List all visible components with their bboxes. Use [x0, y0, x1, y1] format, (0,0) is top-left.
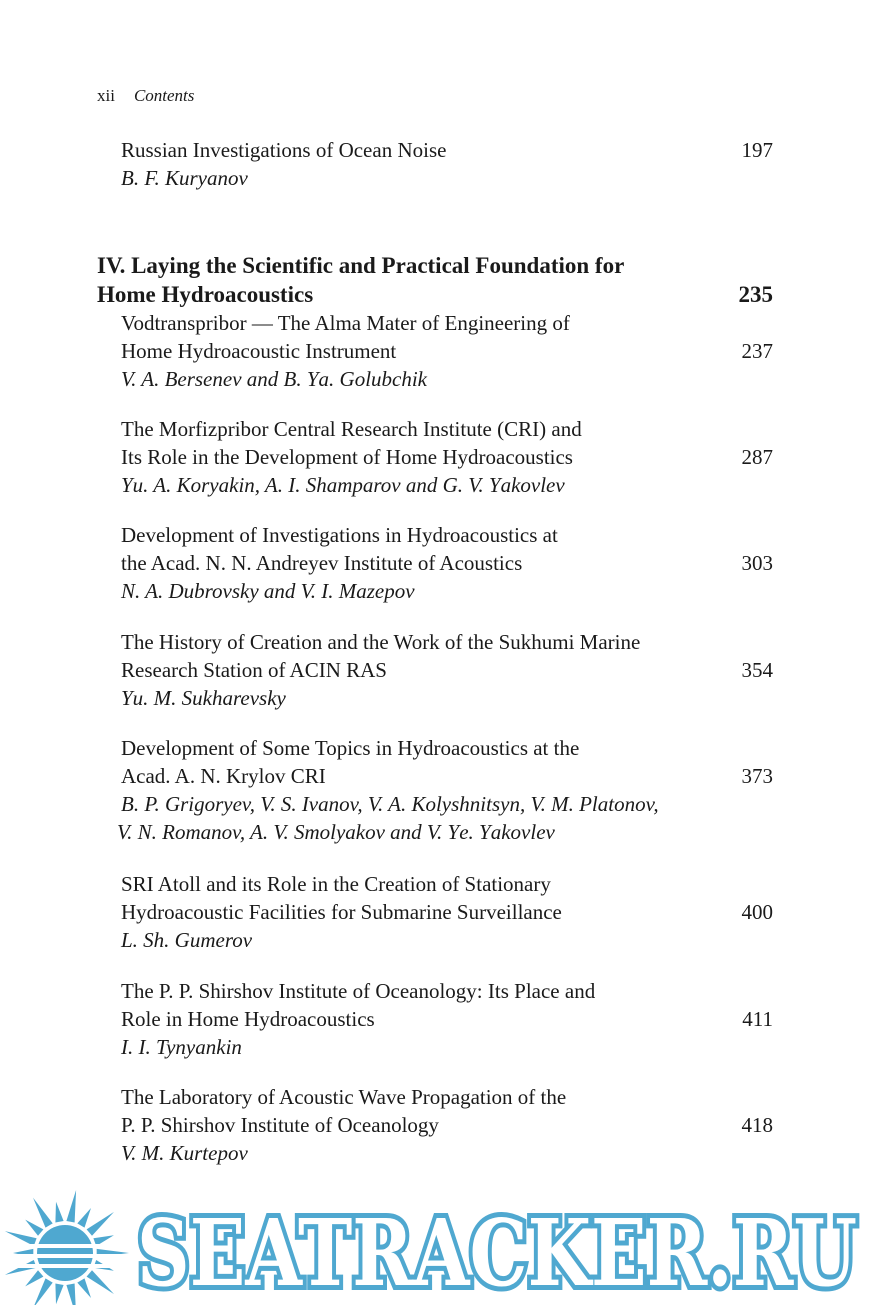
toc-entry-title-line: [121, 1083, 773, 1111]
toc-entry-authors: L. Sh. Gumerov: [121, 928, 253, 952]
toc-entry-title: Development of Investigations in Hydroacoustics at: [121, 523, 558, 547]
toc-entry[interactable]: [121, 1083, 773, 1167]
toc-entry-title-line: [121, 337, 773, 365]
toc-entry-title: The Morfizpribor Central Research Institute (CRI) and: [121, 417, 582, 441]
toc-entry-authors: B. P. Grigoryev, V. S. Ivanov, V. A. Kolyshnitsyn, V. M. Platonov,: [121, 792, 659, 816]
section-heading[interactable]: [97, 251, 773, 309]
toc-entry-page: 411: [742, 1007, 773, 1031]
running-title: Contents: [133, 86, 195, 105]
toc-entry-title: The Laboratory of Acoustic Wave Propagation of the: [121, 1085, 567, 1109]
toc-entry-title: The History of Creation and the Work of the Sukhumi Marine: [121, 630, 641, 654]
toc-entry-title: Acad. A. N. Krylov CRI: [121, 764, 326, 788]
toc-entry-title-line: [121, 656, 773, 684]
section-title-line: [97, 280, 773, 309]
toc-entry-authors: V. A. Bersenev and B. Υa. Golubchik: [121, 367, 428, 391]
toc-entry-page: 303: [741, 551, 773, 575]
sun-ray: [5, 1231, 37, 1246]
toc-entry-title: The P. P. Shirshov Institute of Oceanology: Its Place and: [121, 979, 596, 1003]
toc-entry-title: the Acad. N. N. Andreyev Institute of Acoustics: [121, 551, 523, 575]
toc-entry-title-line: [121, 521, 773, 549]
toc-entry-authors: I. I. Tynyankin: [121, 1035, 242, 1059]
toc-entry-page: 418: [741, 1113, 773, 1137]
toc-entry-authors: V. N. Romanov, A. V. Smolyakov and V. Υe. Υakovlev: [117, 820, 555, 844]
watermark-graphic: [0, 1175, 870, 1305]
toc-entry-title-line: [121, 549, 773, 577]
toc-entry-title: Research Station of ACIN RAS: [121, 658, 387, 682]
toc-entry-title: Home Hydroacoustic Instrument: [121, 339, 397, 363]
sun-ray: [25, 1220, 43, 1236]
sun-ray: [77, 1278, 91, 1298]
watermark-text: SEATRACKER.RU: [137, 1199, 857, 1305]
toc-entry-title: Role in Home Hydroacoustics: [121, 1007, 375, 1031]
watermark: [0, 1175, 870, 1305]
toc-entry-page: 400: [741, 900, 773, 924]
toc-entry-page: 373: [741, 764, 773, 788]
toc-entry-authors: N. A. Dubrovsky and V. I. Mazepov: [121, 579, 415, 603]
toc-entry-title-line: [121, 762, 773, 790]
toc-entry-title-line: [121, 309, 773, 337]
toc-entry-title-line: [121, 977, 773, 1005]
sun-ray: [66, 1284, 76, 1306]
toc-entry-authors: V. M. Kurtepov: [121, 1141, 248, 1165]
running-head: [97, 86, 194, 106]
toc-entry[interactable]: [121, 521, 773, 605]
toc-entry-authors: Υu. A. Koryakin, A. I. Shamparov and G. V. Υakovlev: [121, 473, 565, 497]
sun-ray: [87, 1270, 114, 1294]
toc-entry-title-line: [121, 1111, 773, 1139]
toc-entry-page: 354: [741, 658, 773, 682]
sun-ray: [33, 1278, 53, 1305]
toc-entry-title: Development of Some Topics in Hydroacoustics at the: [121, 736, 580, 760]
toc-entry-authors: B. F. Kuryanov: [121, 166, 248, 190]
toc-entry-title: SRI Atoll and its Role in the Creation of Stationary: [121, 872, 551, 896]
toc-entry-title-line: [121, 443, 773, 471]
toc-entry-title: P. P. Shirshov Institute of Oceanology: [121, 1113, 439, 1137]
toc-entry-title: Its Role in the Development of Home Hydroacoustics: [121, 445, 573, 469]
sun-burst-icon: [0, 1190, 130, 1305]
toc-entry-page: 197: [741, 138, 773, 162]
toc-entry-title-line: [121, 628, 773, 656]
toc-entry-title: Vodtranspribor — The Alma Mater of Engineering of: [121, 311, 570, 335]
toc-entry[interactable]: [121, 415, 773, 499]
sun-ray: [33, 1198, 53, 1228]
toc-entry-title-line: [121, 415, 773, 443]
toc-entry-title-line: [121, 734, 773, 762]
sun-ray: [25, 1270, 43, 1286]
toc-entry-authors: Υu. M. Sukharevsky: [121, 686, 286, 710]
toc-entry[interactable]: [121, 977, 773, 1061]
sun-ray: [87, 1212, 114, 1236]
toc-entry[interactable]: [121, 870, 773, 954]
sun-ray: [77, 1208, 91, 1228]
section-page: 235: [738, 282, 773, 307]
toc-entry-title-line: [121, 1005, 773, 1033]
toc-entry[interactable]: [121, 628, 773, 712]
section-title-line: [97, 251, 773, 280]
toc-entry-title: Hydroacoustic Facilities for Submarine Surveillance: [121, 900, 562, 924]
sun-ray: [55, 1284, 63, 1305]
sun-ray: [55, 1202, 63, 1223]
toc-entry[interactable]: [117, 734, 773, 846]
toc-entry-page: 237: [741, 339, 773, 363]
toc-entry-title-line: [121, 898, 773, 926]
page-number: xii: [97, 86, 115, 105]
section-title: Home Hydroacoustics: [97, 282, 314, 307]
toc-entry[interactable]: [121, 136, 773, 192]
section-title: IV. Laying the Scientific and Practical Foundation for: [97, 253, 625, 278]
toc-entry-title-line: [121, 870, 773, 898]
toc-entry[interactable]: [121, 309, 773, 393]
toc-entry-page: 287: [741, 445, 773, 469]
sun-ray: [66, 1190, 76, 1223]
toc-entry-title-line: [121, 136, 773, 164]
toc-entry-title: Russian Investigations of Ocean Noise: [121, 138, 447, 162]
